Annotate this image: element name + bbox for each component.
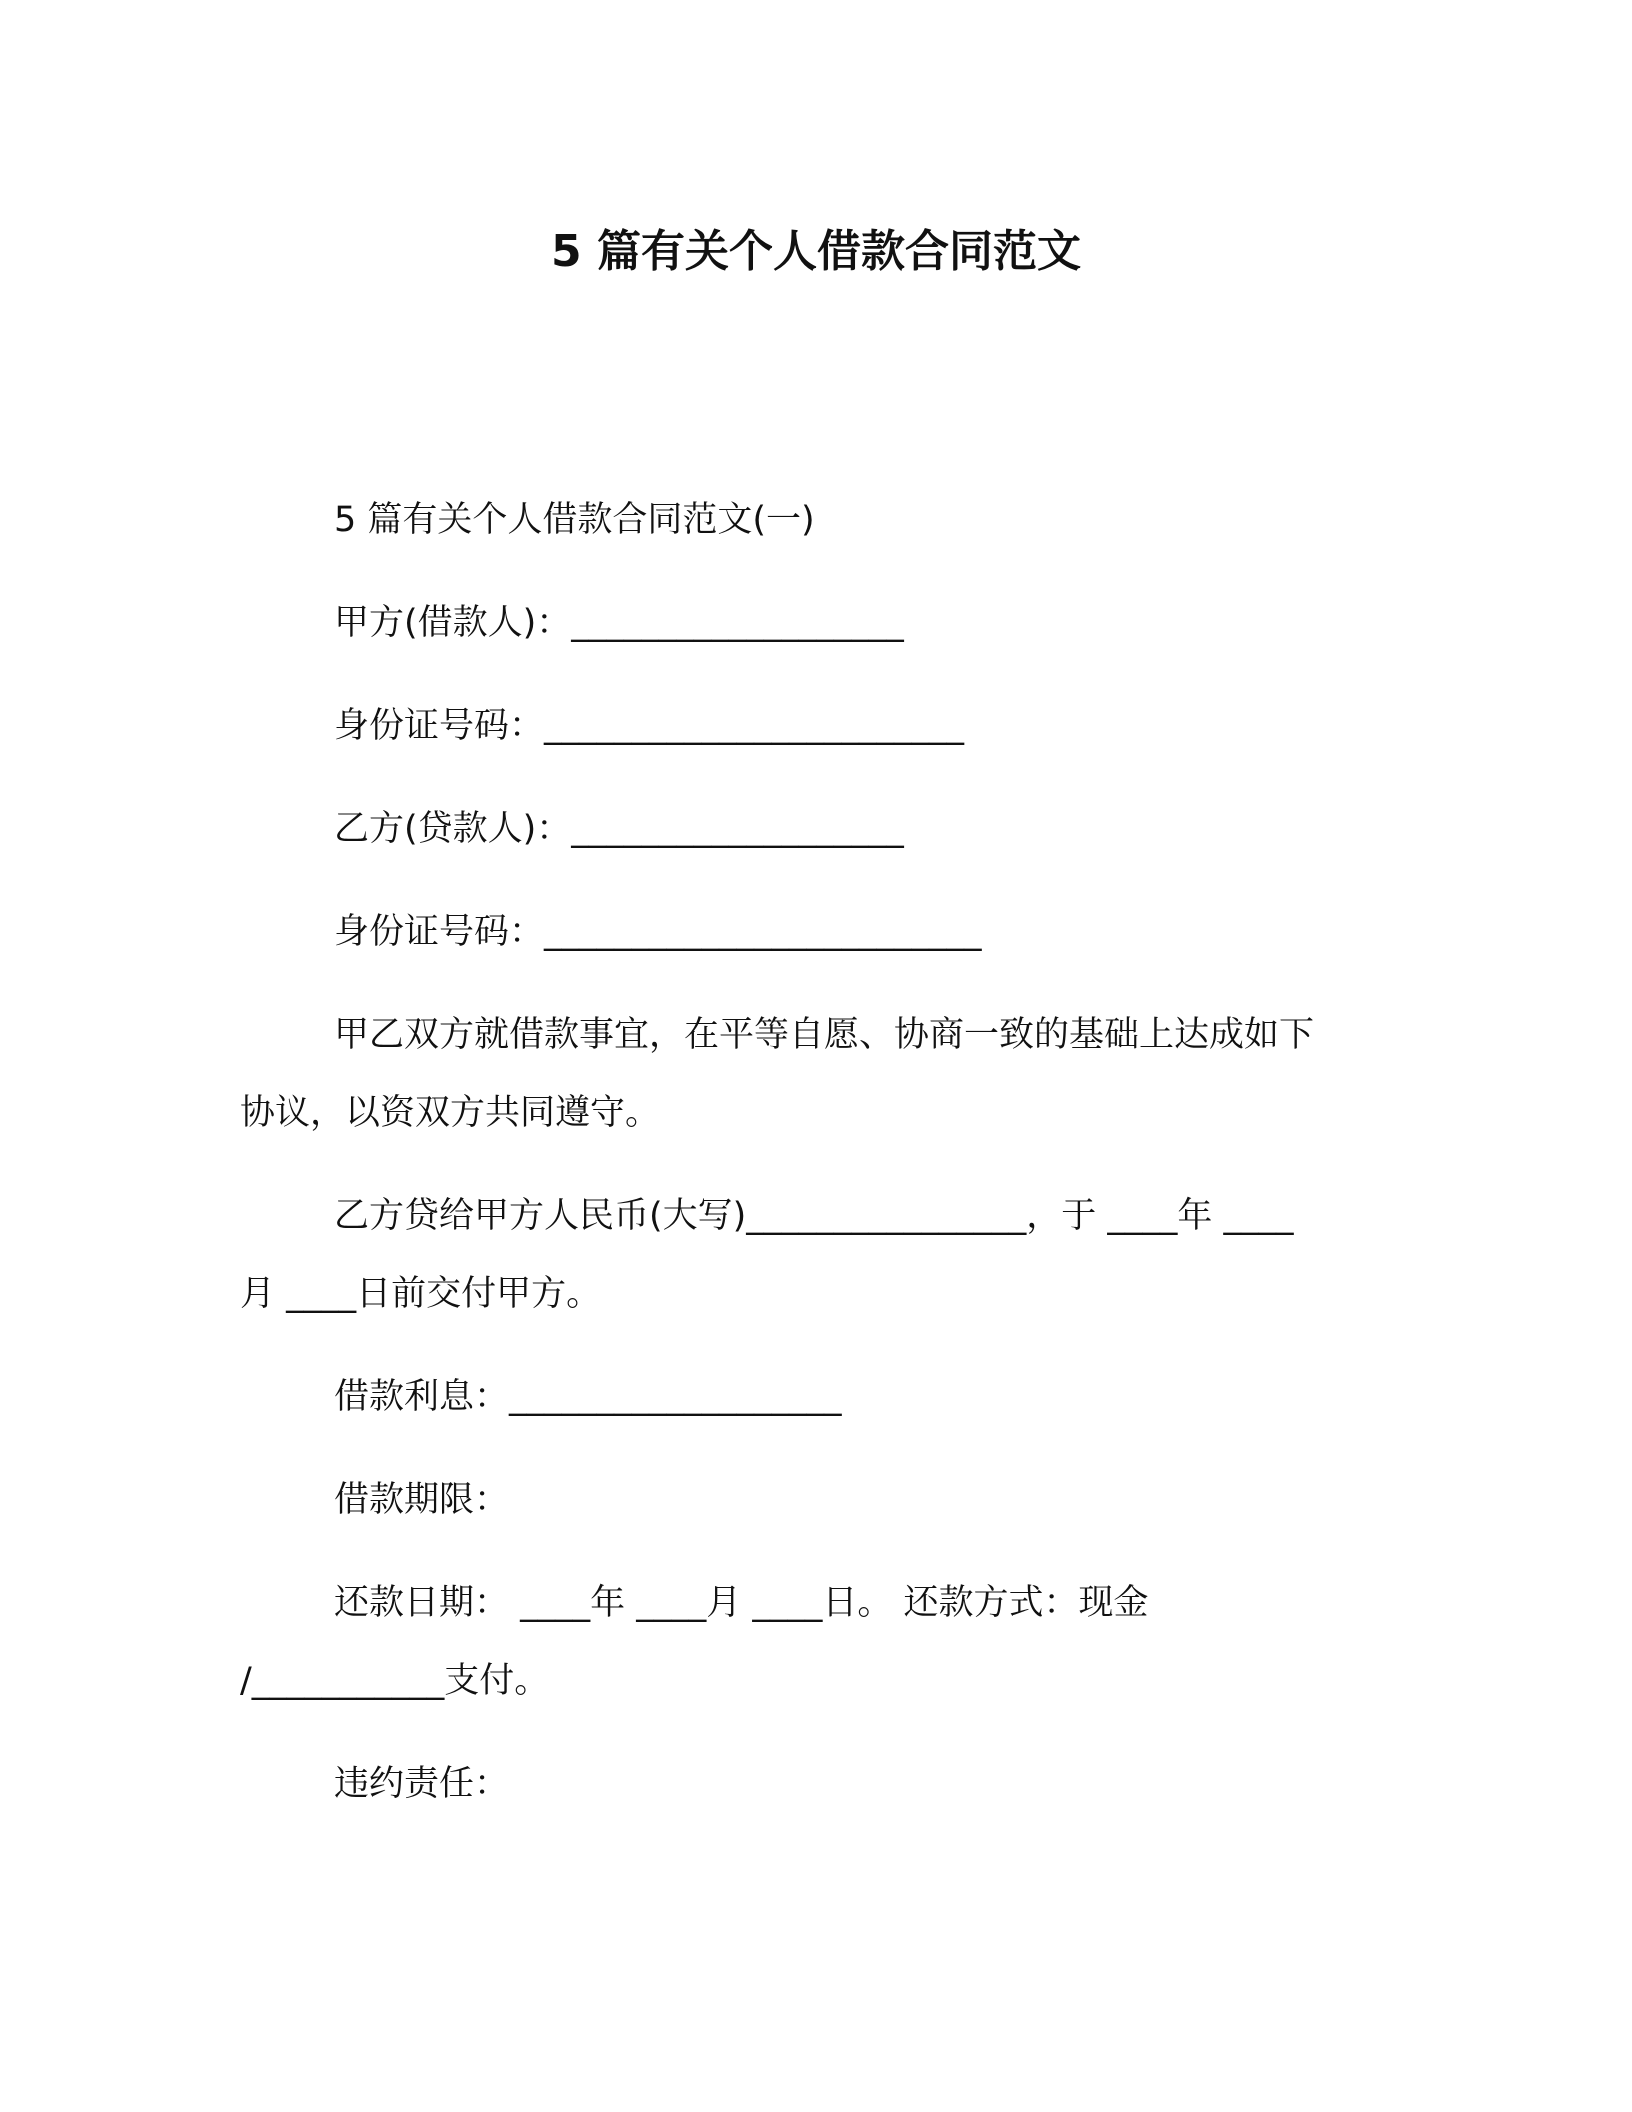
interest-line: 借款利息：___________________ xyxy=(334,1377,842,1417)
agreement-paragraph-line-1: 甲乙双方就借款事宜，在平等自愿、协商一致的基础上达成如下 xyxy=(334,1015,1315,1055)
repayment-line-1: 还款日期： ____年 ____月 ____日。 还款方式：现金 xyxy=(334,1583,1149,1623)
section-heading: 5 篇有关个人借款合同范文(一) xyxy=(334,500,815,540)
document-title: 5 篇有关个人借款合同范文 xyxy=(551,226,1081,277)
party-a-line: 甲方(借款人)：___________________ xyxy=(334,603,904,643)
loan-amount-line-1: 乙方贷给甲方人民币(大写)________________，于 ____年 ____ xyxy=(334,1196,1294,1236)
agreement-paragraph-line-2: 协议，以资双方共同遵守。 xyxy=(240,1093,661,1133)
repayment-line-2: /___________支付。 xyxy=(240,1661,550,1701)
breach-line: 违约责任： xyxy=(334,1764,510,1804)
party-a-id-line: 身份证号码：________________________ xyxy=(334,706,965,746)
loan-amount-line-2: 月 ____日前交付甲方。 xyxy=(240,1274,602,1314)
term-line: 借款期限： xyxy=(334,1480,510,1520)
party-b-line: 乙方(贷款人)：___________________ xyxy=(334,809,904,849)
party-b-id-line: 身份证号码：_________________________ xyxy=(334,912,982,952)
